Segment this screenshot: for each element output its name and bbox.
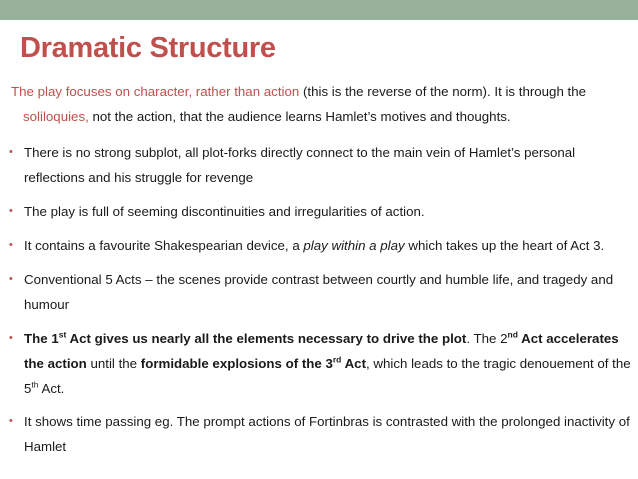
bullet-discontinuities — [9, 199, 634, 224]
bullet-dot-icon: • — [9, 415, 13, 427]
ordinal-suffix: nd — [507, 329, 518, 340]
bullet-text: until the — [86, 356, 141, 371]
bullet-dot-icon: • — [9, 146, 13, 158]
intro-line-2 — [11, 104, 636, 129]
bold-text: The 1 — [24, 331, 59, 346]
intro-text: (this is the reverse of the norm). It is through the — [299, 84, 587, 99]
bullet-text: It shows time passing eg. The prompt actions of Fortinbras is contrasted with the prolonged inactivity of Hamlet — [24, 414, 630, 454]
intro-highlight: The play focuses on character, rather than action — [11, 84, 300, 99]
bullet-emphasis: play within a play — [303, 238, 405, 253]
bullet-dot-icon: • — [9, 239, 13, 251]
bullet-list — [9, 140, 634, 468]
bullet-text: Act. — [38, 381, 65, 396]
intro-line-2-text: not the action, that the audience learns Hamlet’s motives and thoughts. — [88, 109, 511, 124]
bold-text: formidable explosions of the 3 — [140, 356, 333, 371]
bullet-text: Conventional 5 Acts – the scenes provide contrast between courtly and humble life, and tragedy and humour — [24, 272, 614, 312]
bullet-text: There is no strong subplot, all plot-forks directly connect to the main vein of Hamlet’s personal reflections and his struggle for revenge — [24, 145, 576, 185]
ordinal-suffix: st — [58, 329, 67, 340]
bullet-five-acts — [9, 267, 634, 317]
bold-text: Act accelerates the action — [24, 331, 619, 371]
slide-title: Dramatic Structure — [20, 32, 276, 64]
ordinal-suffix: th — [31, 379, 39, 390]
bullet-subplot — [9, 140, 634, 190]
bullet-play-within-play — [9, 233, 634, 258]
bullet-dot-icon: • — [9, 332, 13, 344]
bullet-time-passing — [9, 409, 634, 459]
bullet-text: . The 2 — [466, 331, 508, 346]
bullet-text: , which leads to the tragic denouement of the 5 — [24, 356, 631, 396]
top-accent-bar — [0, 0, 638, 20]
bullet-text: which takes up the heart of Act 3. — [404, 238, 605, 253]
bold-text: Act gives us nearly all the elements necessary to drive the plot — [66, 331, 467, 346]
intro-paragraph — [9, 79, 636, 129]
bullet-text: The play is full of seeming discontinuities and irregularities of action. — [24, 204, 425, 219]
bullet-dot-icon: • — [9, 273, 13, 285]
bullet-act-structure — [9, 326, 634, 401]
bold-text: Act — [341, 356, 367, 371]
soliloquies-highlight: soliloquies, — [23, 109, 89, 124]
ordinal-suffix: rd — [332, 354, 342, 365]
bullet-dot-icon: • — [9, 205, 13, 217]
bullet-text: It contains a favourite Shakespearian device, a — [24, 238, 304, 253]
